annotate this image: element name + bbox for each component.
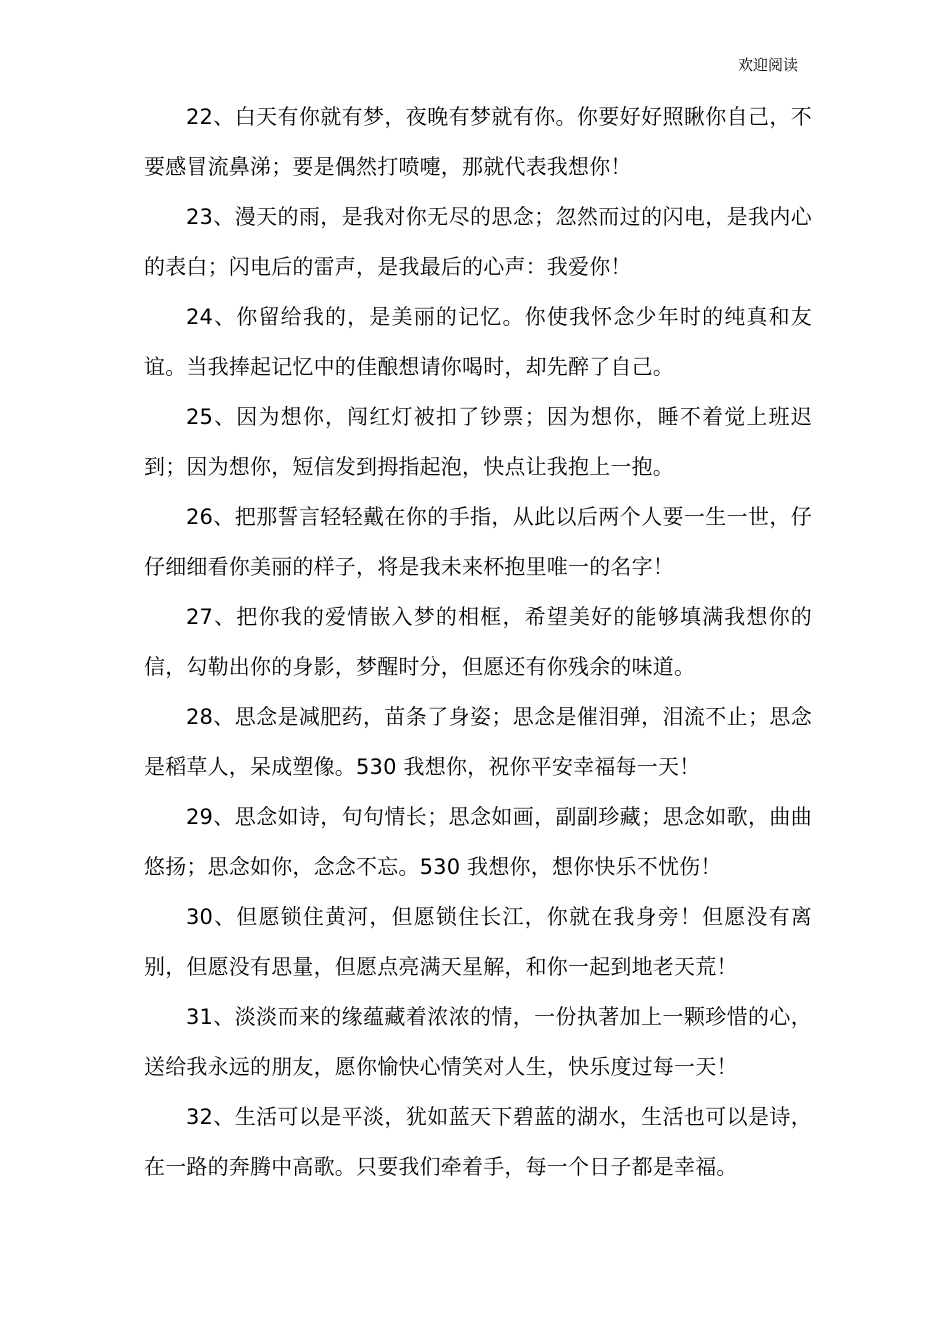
paragraph-32: 32、生活可以是平淡，犹如蓝天下碧蓝的湖水，生活也可以是诗，在一路的奔腾中高歌。只要我们牵着手，每一个日子都是幸福。 [144,1105,812,1179]
page-header: 欢迎阅读 [737,56,798,74]
document-body [144,92,812,1192]
paragraph-31: 31、淡淡而来的缘蕴藏着浓浓的情，一份执著加上一颗珍惜的心，送给我永远的朋友，愿你愉快心情笑对人生，快乐度过每一天！ [144,1005,812,1079]
paragraph-25: 25、因为想你，闯红灯被扣了钞票；因为想你，睡不着觉上班迟到；因为想你，短信发到拇指起泡，快点让我抱上一抱。 [144,405,812,479]
paragraph-28: 28、思念是减肥药，苗条了身姿；思念是催泪弹，泪流不止；思念是稻草人，呆成塑像。530 我想你，祝你平安幸福每一天！ [144,705,812,779]
paragraph-23: 23、漫天的雨，是我对你无尽的思念；忽然而过的闪电，是我内心的表白；闪电后的雷声，是我最后的心声：我爱你！ [144,205,812,279]
paragraph-24: 24、你留给我的，是美丽的记忆。你使我怀念少年时的纯真和友谊。当我捧起记忆中的佳酿想请你喝时，却先醉了自己。 [144,305,812,379]
paragraph-22: 22、白天有你就有梦，夜晚有梦就有你。你要好好照瞅你自己，不要感冒流鼻涕；要是偶然打喷嚏，那就代表我想你！ [144,105,812,179]
paragraph-30: 30、但愿锁住黄河，但愿锁住长江，你就在我身旁！但愿没有离别，但愿没有思量，但愿点亮满天星解，和你一起到地老天荒！ [144,905,812,979]
paragraph-29: 29、思念如诗，句句情长；思念如画，副副珍藏；思念如歌，曲曲悠扬；思念如你，念念不忘。530 我想你，想你快乐不忧伤！ [144,805,812,879]
paragraph-27: 27、把你我的爱情嵌入梦的相框，希望美好的能够填满我想你的信，勾勒出你的身影，梦醒时分，但愿还有你残余的味道。 [144,605,812,679]
paragraph-26: 26、把那誓言轻轻戴在你的手指，从此以后两个人要一生一世，仔仔细细看你美丽的样子，将是我未来杯抱里唯一的名字！ [144,505,812,579]
